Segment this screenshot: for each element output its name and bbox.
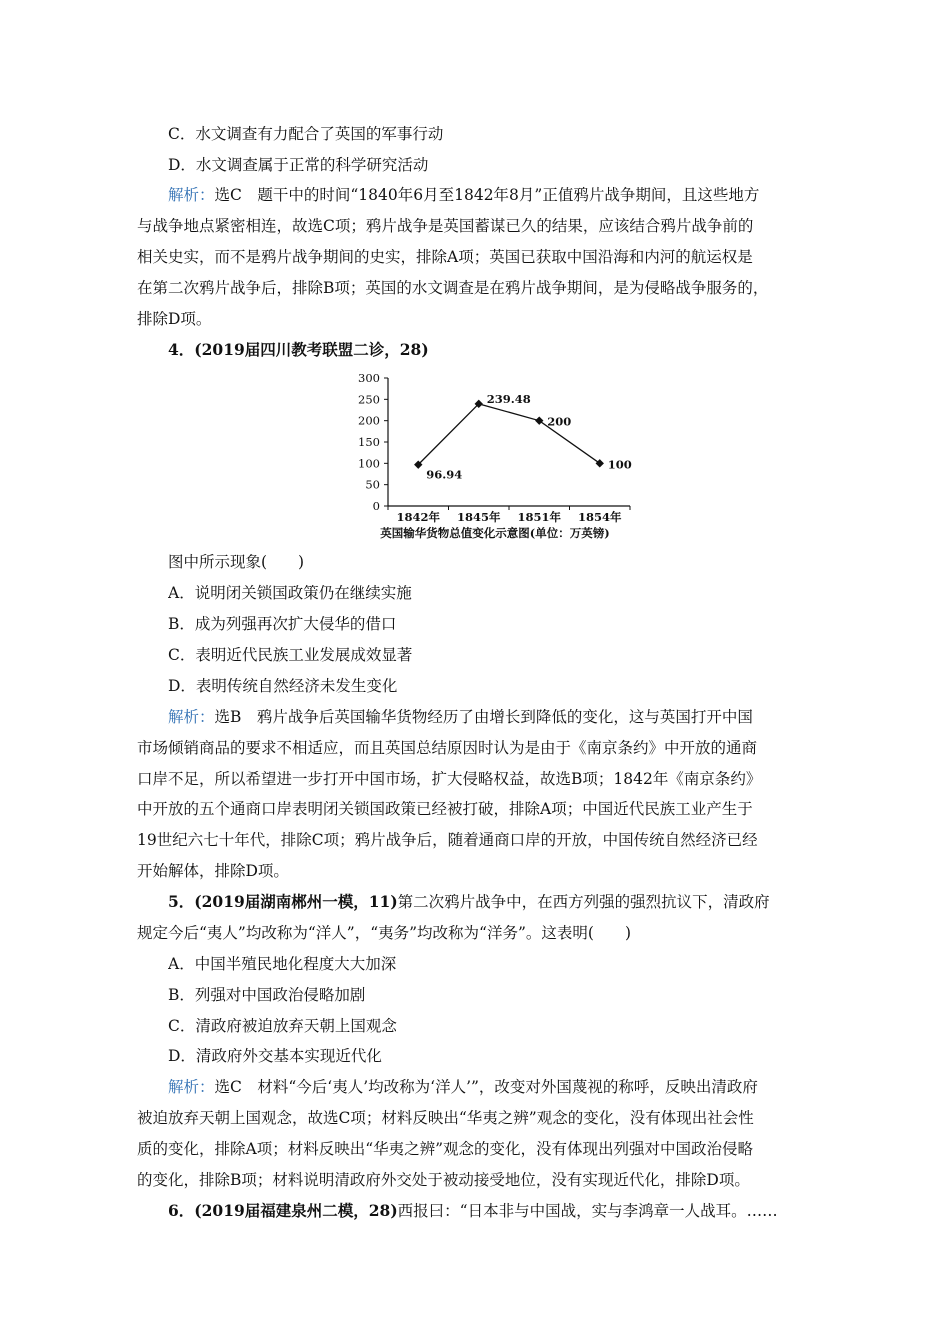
data-label: 100 [607, 457, 632, 472]
q3-option-d: D．水文调查属于正常的科学研究活动 [168, 156, 429, 174]
q5-option-b: B．列强对中国政治侵略加剧 [168, 986, 366, 1004]
answer-5-line-3: 质的变化，排除A项；材料反映出“华夷之辨”观念的变化，没有体现出列强对中国政治侵略 [137, 1140, 754, 1158]
y-tick-label: 50 [365, 477, 380, 492]
answer-4-line-4: 中开放的五个通商口岸表明闭关锁国政策已经被打破，排除A项；中国近代民族工业产生于 [137, 800, 753, 818]
chart-series [414, 400, 604, 469]
y-tick-label: 250 [358, 392, 380, 407]
answer-3-line-1: 解析：选C 题干中的时间“1840年6月至1842年8月”正值鸦片战争期间，且这些地方 [168, 186, 760, 204]
question-5-line-2: 规定今后“夷人”均改称为“洋人”，“夷务”均改称为“洋务”。这表明( ) [137, 924, 631, 942]
x-tick-labels [396, 510, 622, 524]
analysis-label: 解析： [168, 186, 215, 204]
question-6-source: 6．(2019届福建泉州二模，28) [168, 1201, 398, 1220]
answer-3-line-3: 相关史实，而不是鸦片战争期间的史实，排除A项；英国已获取中国沿海和内河的航运权是 [137, 248, 753, 266]
x-tick-label: 1851年 [517, 510, 562, 524]
answer-4-line-6: 开始解体，排除D项。 [137, 862, 289, 880]
answer-4-line-2: 市场倾销商品的要求不相适应，而且英国总结原因时认为是由于《南京条约》中开放的通商 [137, 739, 758, 757]
y-tick-label: 150 [358, 435, 380, 449]
question-5-line-1: 5．(2019届湖南郴州一模，11)第二次鸦片战争中，在西方列强的强烈抗议下，清政府 [168, 892, 770, 911]
data-label: 239.48 [486, 391, 531, 406]
y-tick-labels [358, 371, 380, 513]
y-tick-label: 100 [358, 456, 380, 471]
answer-5-line-1: 解析：选C 材料“今后‘夷人’均改称为‘洋人’”，改变对外国蔑视的称呼，反映出清政府 [168, 1078, 758, 1096]
q5-option-c: C．清政府被迫放弃天朝上国观念 [168, 1017, 397, 1035]
data-labels [426, 392, 632, 482]
answer-5-line-2: 被迫放弃天朝上国观念，故选C项；材料反映出“华夷之辨”观念的变化，没有体现出社会性 [137, 1109, 754, 1127]
answer-3-line-5: 排除D项。 [137, 310, 212, 328]
question-4-stem: 图中所示现象( ) [168, 553, 305, 571]
chart-title: 英国输华货物总值变化示意图(单位：万英镑) [380, 526, 610, 540]
answer-5-line-4: 的变化，排除B项；材料说明清政府外交处于被动接受地位，没有实现近代化，排除D项。 [137, 1171, 750, 1189]
q3-option-c: C．水文调查有力配合了英国的军事行动 [168, 125, 444, 143]
data-label: 200 [547, 414, 572, 429]
question-6-line-1: 6．(2019届福建泉州二模，28)西报曰：“日本非与中国战，实与李鸿章一人战耳。…… [168, 1201, 778, 1220]
series-line [418, 404, 600, 465]
answer-4-line-3: 口岸不足，所以希望进一步打开中国市场，扩大侵略权益，故选B项；1842年《南京条约》 [137, 770, 762, 788]
data-point-marker [596, 459, 604, 467]
answer-3-line-2: 与战争地点紧密相连，故选C项；鸦片战争是英国蓄谋已久的结果，应该结合鸦片战争前的 [137, 217, 754, 235]
data-label: 96.94 [426, 467, 463, 482]
question-4-source: 4．(2019届四川教考联盟二诊，28) [168, 340, 429, 359]
answer-4-line-5: 19世纪六七十年代，排除C项；鸦片战争后，随着通商口岸的开放，中国传统自然经济已经 [137, 831, 758, 849]
analysis-label: 解析： [168, 708, 215, 726]
y-tick-label: 0 [372, 499, 380, 513]
y-tick-label: 200 [358, 413, 380, 428]
q5-option-d: D．清政府外交基本实现近代化 [168, 1047, 382, 1065]
x-tick-label: 1845年 [456, 510, 501, 524]
q4-option-b: B．成为列强再次扩大侵华的借口 [168, 615, 397, 633]
q4-option-c: C．表明近代民族工业发展成效显著 [168, 646, 413, 664]
answer-3-line-4: 在第二次鸦片战争后，排除B项；英国的水文调查是在鸦片战争期间，是为侵略战争服务的， [137, 279, 769, 297]
q4-option-d: D．表明传统自然经济未发生变化 [168, 677, 398, 695]
x-tick-label: 1854年 [577, 510, 622, 524]
analysis-label: 解析： [168, 1078, 215, 1096]
export-value-chart [330, 368, 660, 546]
y-tick-label: 300 [358, 371, 380, 385]
q4-option-a: A．说明闭关锁国政策仍在继续实施 [168, 584, 412, 602]
answer-4-line-1: 解析：选B 鸦片战争后英国输华货物经历了由增长到降低的变化，这与英国打开中国 [168, 708, 753, 726]
question-5-source: 5．(2019届湖南郴州一模，11) [168, 892, 398, 911]
data-point-marker [535, 416, 543, 424]
q5-option-a: A．中国半殖民地化程度大大加深 [168, 955, 397, 973]
x-tick-label: 1842年 [396, 510, 441, 524]
